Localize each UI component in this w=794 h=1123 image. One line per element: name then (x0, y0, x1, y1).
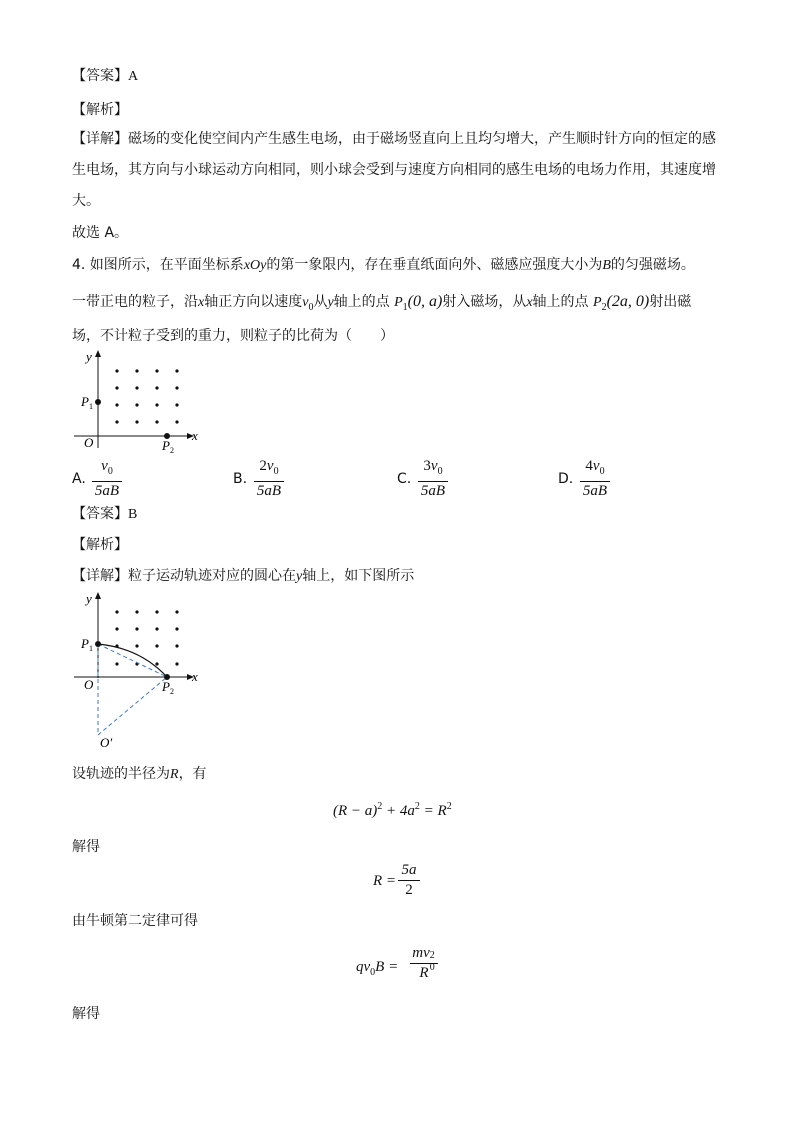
p2-label: $P_2$ (162, 438, 174, 455)
option-c-fraction[interactable]: $3v_0$ 5aB (418, 458, 448, 500)
stem-text: 射出磁 (649, 294, 692, 310)
stem-text: 一带正电的粒子，沿 (72, 294, 198, 310)
detail-tag: 【详解】 (72, 568, 128, 584)
solve-label-1: 解得 (72, 839, 100, 855)
symbol-x: x (198, 295, 205, 310)
center-label: O′ (100, 735, 113, 750)
q4-stem-line2 (72, 293, 691, 317)
x-label: x (192, 669, 198, 684)
radius-line-2 (98, 677, 167, 735)
subscript: 2 (601, 301, 607, 313)
q3-answer (72, 67, 138, 86)
symbol-R: R (170, 767, 179, 782)
symbol-P2: P (593, 295, 602, 310)
stem-text: 轴上的点 (532, 294, 589, 310)
origin-label: O (84, 435, 94, 450)
chord-line (98, 644, 167, 677)
stem-text: 射入磁场，从 (442, 294, 527, 310)
stem-text: 轴上的点 (333, 294, 390, 310)
q4-stem-line3: 场，不计粒子受到的重力，则粒子的比荷为（ ） (72, 328, 394, 344)
q3-choice: 故选 A。 (72, 225, 129, 241)
symbol-y: y (327, 295, 334, 310)
stem-text: 从 (313, 294, 328, 310)
symbol-y: y (296, 569, 303, 584)
option-a-fraction[interactable]: $v_0$ 5aB (92, 458, 122, 500)
equation-3-fraction: mv 2 0 R (410, 945, 438, 982)
answer-tag: 【答案】 (72, 506, 128, 522)
q3-detail-line2: 生电场，其方向与小球运动方向相同，则小球会受到与速度方向相同的感生电场的电场力作用，其速度增 (72, 162, 716, 178)
symbol-x: x (526, 295, 533, 310)
y-label: y (86, 591, 92, 606)
y-label: y (86, 349, 92, 364)
option-c-label: C. (397, 471, 412, 487)
equation-2-fraction: 5a 2 (398, 862, 420, 899)
y-arrow-icon (95, 350, 101, 357)
point-P1-coord: (0, a) (407, 293, 443, 310)
stem-text: 4. 如图所示，在平面坐标系 (72, 257, 244, 273)
symbol-B: B (602, 258, 611, 273)
q3-analysis-tag: 【解析】 (72, 102, 128, 118)
answer-tag: 【答案】 (72, 68, 128, 84)
solution-text: 设轨迹的半径为 (72, 766, 170, 782)
p2-label: $P_2$ (162, 679, 174, 696)
x-label: x (192, 428, 198, 443)
stem-text: 的第一象限内，存在垂直纸面向外、磁感应强度大小为 (266, 257, 603, 273)
newton-sentence: 由牛顿第二定律可得 (72, 913, 198, 929)
q4-detail (72, 567, 414, 586)
q4-answer (72, 505, 137, 524)
coord-system: xOy (243, 258, 267, 273)
solution-text: ，有 (178, 766, 207, 782)
solution-figure (70, 590, 210, 755)
symbol-P1: P (394, 295, 403, 310)
q3-detail-line3: 大。 (72, 193, 100, 209)
symbol-v0: v (302, 295, 309, 310)
answer-value: A (128, 69, 139, 84)
option-d-fraction[interactable]: $4v_0$ 5aB (580, 458, 610, 500)
option-b-fraction[interactable]: $2v_0$ 5aB (254, 458, 284, 500)
q4-stem-line1 (72, 256, 695, 275)
origin-label: O (84, 677, 94, 692)
option-b-label: B. (233, 471, 248, 487)
detail-text: 磁场的变化使空间内产生感生电场，由于磁场竖直向上且均匀增大，产生顺时针方向的恒定的感 (128, 131, 716, 147)
solve-label-2: 解得 (72, 1006, 100, 1022)
stem-text: 的匀强磁场。 (610, 257, 695, 273)
field-dots (115, 369, 178, 423)
q4-analysis-tag: 【解析】 (72, 537, 128, 553)
radius-sentence (72, 765, 207, 784)
equation-1: $(R - a)^2 + 4a^2 = R^2$ (333, 801, 452, 819)
stem-text: 轴正方向以速度 (204, 294, 303, 310)
subscript: 1 (402, 301, 408, 313)
point-P1 (95, 399, 101, 405)
option-d-label: D. (558, 471, 574, 487)
equation-2-lhs: R = (373, 873, 397, 889)
detail-text: 轴上，如下图所示 (302, 568, 415, 584)
point-P1 (95, 641, 101, 647)
subscript: 0 (308, 301, 314, 313)
answer-value: B (128, 507, 138, 522)
q3-detail-line1 (72, 130, 716, 148)
y-arrow-icon (95, 592, 101, 599)
point-P2-coord: (2a, 0) (606, 293, 650, 310)
p1-label: $P_1$ (81, 394, 93, 411)
detail-text: 粒子运动轨迹对应的圆心在 (128, 568, 296, 584)
p1-label: $P_1$ (81, 636, 93, 653)
question-figure (70, 348, 210, 460)
option-a-label: A. (72, 471, 86, 487)
detail-tag: 【详解】 (72, 131, 128, 147)
equation-3-lhs: $qv_0B$ = (356, 959, 399, 978)
